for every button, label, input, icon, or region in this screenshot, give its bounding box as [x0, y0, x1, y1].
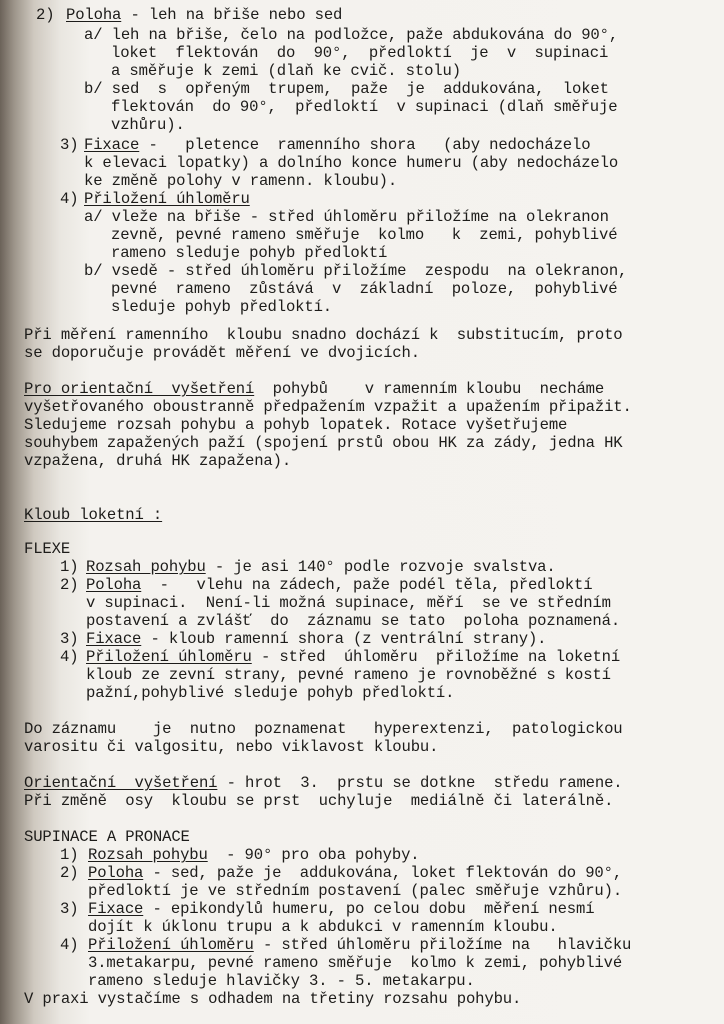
- list-number: 3): [60, 136, 79, 154]
- poloha-title: Poloha: [66, 6, 122, 24]
- list-number: 2): [36, 6, 55, 24]
- elbow-prilozeni-2: kloub ze zevní strany, pevné rameno je rovnoběžné s kostí: [86, 666, 611, 684]
- list-number: 4): [60, 648, 79, 666]
- elbow-prilozeni-title: Přiložení úhloměru: [86, 648, 252, 666]
- sup-poloha-rest: - sed, paže je addukována, loket flektován do 90°,: [143, 864, 623, 882]
- list-number: 4): [60, 190, 79, 208]
- list-number: 3): [60, 900, 79, 918]
- final-line: V praxi vystačíme s odhadem na třetiny rozsahu pohybu.: [24, 990, 522, 1008]
- poloha-line: [66, 6, 342, 24]
- poloha-a-1: a/ leh na břiše, čelo na podložce, paže abdukována do 90°,: [84, 26, 619, 44]
- list-number: 2): [60, 864, 79, 882]
- sup-prilozeni-title: Přiložení úhloměru: [88, 936, 254, 954]
- sup-poloha-2: předloktí je ve středním postavení (palec směřuje vzhůru).: [88, 882, 623, 900]
- elbow-rozsah-title: Rozsah pohybu: [86, 558, 206, 576]
- elbow-poloha-2: v supinaci. Není-li možná supinace, měří se ve středním: [86, 594, 611, 612]
- elbow-rozsah-rest: - je asi 140° podle rozvoje svalstva.: [205, 558, 556, 576]
- substituce-line-2: se doporučuje provádět měření ve dvojicích.: [24, 344, 420, 362]
- fixace-line: [84, 136, 590, 154]
- prilozeni-b-3: sleduje pohyb předloktí.: [111, 298, 332, 316]
- list-number: 1): [60, 558, 79, 576]
- fixace-title: Fixace: [84, 136, 140, 154]
- poloha-b-1: b/ sed s opřeným trupem, paže je addukována, loket: [84, 80, 609, 98]
- elbow-poloha-rest: - vlehu na zádech, paže podél těla, předloktí: [141, 576, 593, 594]
- poloha-b-2: flektován do 90°, předloktí v supinaci (dlaň směřuje: [111, 98, 618, 116]
- sup-fixace-title: Fixace: [88, 900, 144, 918]
- sup-prilozeni-2: 3.metakarpu, pevné rameno směřuje kolmo k zemi, pohyblivé: [88, 954, 623, 972]
- orient2-line-1: [24, 774, 623, 792]
- list-number: 3): [60, 630, 79, 648]
- elbow-rozsah-line: [86, 558, 556, 576]
- supinace-heading: SUPINACE A PRONACE: [24, 828, 190, 846]
- sup-rozsah-title: Rozsah pohybu: [88, 846, 208, 864]
- orientacni-line-3: Sledujeme rozsah pohybu a pohyb lopatek. Rotace vyšetřujeme: [24, 416, 568, 434]
- prilozeni-a-2: zevně, pevné rameno směřuje kolmo k zemi, pohyblivé: [111, 226, 618, 244]
- elbow-prilozeni-rest: - střed úhloměru přiložíme na loketní: [251, 648, 621, 666]
- orient2-rest: - hrot 3. prstu se dotkne středu ramene.: [217, 774, 623, 792]
- sup-poloha-title: Poloha: [88, 864, 144, 882]
- sup-poloha-line: [88, 864, 622, 882]
- prilozeni-a-1: a/ vleže na břiše - střed úhloměru přiložíme na olekranon: [84, 208, 609, 226]
- elbow-fixace-line: [86, 630, 546, 648]
- list-number: 2): [60, 576, 79, 594]
- substituce-line-1: Při měření ramenního kloubu snadno dochází k substitucím, proto: [24, 326, 623, 344]
- zaznam-line-1: Do záznamu je nutno poznamenat hyperextenzi, patologickou: [24, 720, 623, 738]
- fixace-line-2: k elevaci lopatky) a dolního konce humeru (aby nedocházelo: [84, 154, 619, 172]
- orientacni-line-4: souhybem zapažených paží (spojení prstů obou HK za zády, jedna HK: [24, 434, 623, 452]
- sup-fixace-line: [88, 900, 594, 918]
- flexe-label: FLEXE: [24, 540, 71, 558]
- list-number: 1): [60, 846, 79, 864]
- orientacni-line-2: vyšetřovaného oboustranně předpažením vzpažit a upažením připažit.: [24, 398, 632, 416]
- poloha-b-3: vzhůru).: [111, 116, 185, 134]
- prilozeni-b-1: b/ vsedě - střed úhloměru přiložíme zespodu na olekranon,: [84, 262, 628, 280]
- sup-fixace-2: dojít k úklonu trupu a k abdukci v ramenním kloubu.: [88, 918, 558, 936]
- sup-prilozeni-3: rameno sleduje hlavičky 3. - 5. metakarpu.: [88, 972, 475, 990]
- sup-fixace-rest: - epikondylů humeru, po celou dobu měření nesmí: [143, 900, 595, 918]
- orientacni-line-5: vzpažena, druhá HK zapažena).: [24, 452, 292, 470]
- sup-rozsah-rest: - 90° pro oba pohyby.: [207, 846, 420, 864]
- elbow-prilozeni-3: pažní,pohyblivé sleduje pohyb předloktí.: [86, 684, 455, 702]
- poloha-a-2: loket flektován do 90°, předloktí je v supinaci: [111, 44, 609, 62]
- sup-prilozeni-rest: - střed úhloměru přiložíme na hlavičku: [253, 936, 632, 954]
- orient2-line-2: Při změně osy kloubu se prst uchyluje mediálně či laterálně.: [24, 792, 614, 810]
- elbow-poloha-title: Poloha: [86, 576, 142, 594]
- prilozeni-a-3: rameno sleduje pohyb předloktí: [111, 244, 388, 262]
- prilozeni-title: Přiložení úhloměru: [84, 190, 250, 208]
- elbow-fixace-title: Fixace: [86, 630, 142, 648]
- elbow-poloha-3: postavení a zvlášť do záznamu se tato poloha poznamená.: [86, 612, 621, 630]
- elbow-fixace-rest: - kloub ramenní shora (z ventrální strany).: [141, 630, 547, 648]
- fixace-rest: - pletence ramenního shora (aby nedocházelo: [139, 136, 591, 154]
- poloha-rest: - leh na břiše nebo sed: [121, 6, 343, 24]
- prilozeni-b-2: pevné rameno zůstává v základní poloze, pohyblivé: [111, 280, 618, 298]
- fixace-line-3: ke změně polohy v ramenn. kloubu).: [84, 172, 398, 190]
- elbow-heading: Kloub loketní :: [24, 506, 163, 524]
- elbow-poloha-line: [86, 576, 592, 594]
- orient2-title: Orientační vyšetření: [24, 774, 218, 792]
- orientacni-rest: pohybů v ramenním kloubu necháme: [254, 380, 605, 398]
- sup-prilozeni-line: [88, 936, 631, 954]
- poloha-a-3: a směřuje k zemi (dlaň ke cvič. stolu): [111, 62, 461, 80]
- zaznam-line-2: varositu či valgositu, nebo viklavost kloubu.: [24, 738, 439, 756]
- list-number: 4): [60, 936, 79, 954]
- elbow-prilozeni-line: [86, 648, 620, 666]
- orientacni-title: Pro orientační vyšetření: [24, 380, 255, 398]
- sup-rozsah-line: [88, 846, 419, 864]
- orientacni-line-1: [24, 380, 604, 398]
